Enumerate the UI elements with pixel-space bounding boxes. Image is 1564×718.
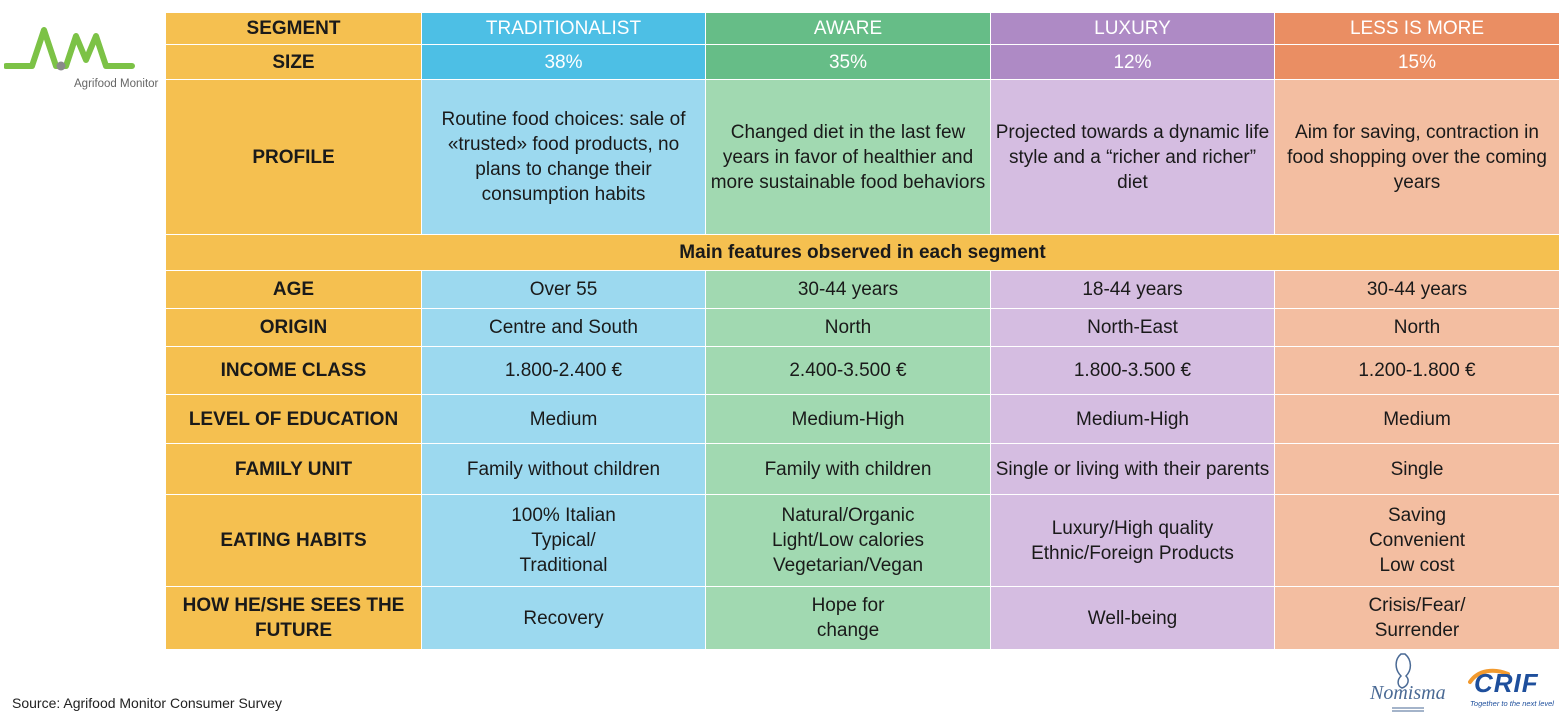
row-label-education: LEVEL OF EDUCATION: [166, 395, 422, 444]
eating-row: [166, 495, 1560, 587]
future-row: [166, 587, 1560, 650]
family-cell: Family with children: [706, 444, 991, 495]
size-cell: 12%: [991, 45, 1275, 80]
future-cell: [991, 587, 1275, 650]
eating-cell: [991, 495, 1275, 587]
col-header-luxury: LUXURY: [991, 13, 1275, 45]
col-header-traditionalist: TRADITIONALIST: [422, 13, 706, 45]
future-line: Well-being: [1087, 607, 1178, 629]
education-cell: Medium: [1275, 395, 1560, 444]
future-line: Recovery: [523, 607, 604, 629]
row-label-origin: ORIGIN: [166, 309, 422, 347]
age-cell: 30-44 years: [1275, 271, 1560, 309]
eating-line: Low cost: [1379, 555, 1455, 576]
future-label-line: HOW HE/SHE SEES THE: [182, 595, 405, 616]
eating-line: Natural/Organic: [781, 505, 915, 526]
row-label-eating: EATING HABITS: [166, 495, 422, 587]
col-header-less-is-more: LESS IS MORE: [1275, 13, 1560, 45]
row-label-segment: SEGMENT: [166, 13, 422, 45]
education-cell: Medium: [422, 395, 706, 444]
eating-cell: [706, 495, 991, 587]
eating-cell: [1275, 495, 1560, 587]
logo-text: Agrifood Monitor: [74, 78, 159, 90]
income-cell: 1.200-1.800 €: [1275, 347, 1560, 395]
eating-line: Saving: [1387, 505, 1447, 526]
education-row: [166, 395, 1560, 444]
origin-cell: Centre and South: [422, 309, 706, 347]
row-label-future: [166, 587, 422, 650]
family-cell: Single or living with their parents: [991, 444, 1275, 495]
origin-cell: North: [706, 309, 991, 347]
future-line: Surrender: [1374, 620, 1460, 641]
size-cell: 38%: [422, 45, 706, 80]
features-title-row: [166, 235, 1560, 271]
profile-cell: Aim for saving, contraction in food shopping over the coming years: [1275, 80, 1560, 235]
family-cell: Family without children: [422, 444, 706, 495]
income-cell: 1.800-2.400 €: [422, 347, 706, 395]
family-cell: Single: [1275, 444, 1560, 495]
future-label-line: FUTURE: [254, 620, 333, 641]
row-label-income: INCOME CLASS: [166, 347, 422, 395]
eating-line: Ethnic/Foreign Products: [1031, 542, 1234, 564]
eating-line: Luxury/High quality: [1051, 517, 1214, 539]
crif-tagline: Together to the next level: [1470, 699, 1554, 708]
age-cell: Over 55: [422, 271, 706, 309]
eating-line: 100% Italian: [511, 505, 616, 526]
col-header-aware: AWARE: [706, 13, 991, 45]
segment-table: [165, 12, 1560, 650]
features-title: Main features observed in each segment: [166, 235, 1560, 271]
future-cell: [706, 587, 991, 650]
row-label-family: FAMILY UNIT: [166, 444, 422, 495]
profile-cell: Projected towards a dynamic life style and a “richer and richer” diet: [991, 80, 1275, 235]
future-line: Crisis/Fear/: [1368, 595, 1466, 616]
origin-cell: North: [1275, 309, 1560, 347]
future-line: change: [816, 620, 880, 641]
row-label-profile: PROFILE: [166, 80, 422, 235]
income-row: [166, 347, 1560, 395]
age-cell: 18-44 years: [991, 271, 1275, 309]
education-cell: Medium-High: [991, 395, 1275, 444]
age-row: [166, 271, 1560, 309]
family-row: [166, 444, 1560, 495]
size-row: [166, 45, 1560, 80]
eating-line: Vegetarian/Vegan: [772, 555, 924, 576]
income-cell: 1.800-3.500 €: [991, 347, 1275, 395]
eating-cell: [422, 495, 706, 587]
future-cell: [1275, 587, 1560, 650]
agrifood-monitor-logo: [4, 22, 162, 92]
nomisma-logo: Nomisma: [1370, 682, 1446, 704]
future-line: Hope for: [811, 595, 885, 616]
future-cell: [422, 587, 706, 650]
income-cell: 2.400-3.500 €: [706, 347, 991, 395]
profile-row: [166, 80, 1560, 235]
origin-cell: North-East: [991, 309, 1275, 347]
row-label-size: SIZE: [166, 45, 422, 80]
am-logo-icon: [4, 22, 144, 82]
row-label-age: AGE: [166, 271, 422, 309]
source-note: Source: Agrifood Monitor Consumer Survey: [12, 695, 283, 711]
eating-line: Traditional: [519, 555, 608, 576]
size-cell: 15%: [1275, 45, 1560, 80]
size-cell: 35%: [706, 45, 991, 80]
origin-row: [166, 309, 1560, 347]
eating-line: Convenient: [1368, 530, 1466, 551]
eating-line: Light/Low calories: [771, 530, 925, 551]
crif-logo: CRIF: [1474, 668, 1539, 698]
profile-cell: Routine food choices: sale of «trusted» food products, no plans to change their consumption habits: [422, 80, 706, 235]
age-cell: 30-44 years: [706, 271, 991, 309]
education-cell: Medium-High: [706, 395, 991, 444]
profile-cell: Changed diet in the last few years in favor of healthier and more sustainable food behaviors: [706, 80, 991, 235]
eating-line: Typical/: [531, 530, 596, 551]
segment-row: [166, 13, 1560, 45]
